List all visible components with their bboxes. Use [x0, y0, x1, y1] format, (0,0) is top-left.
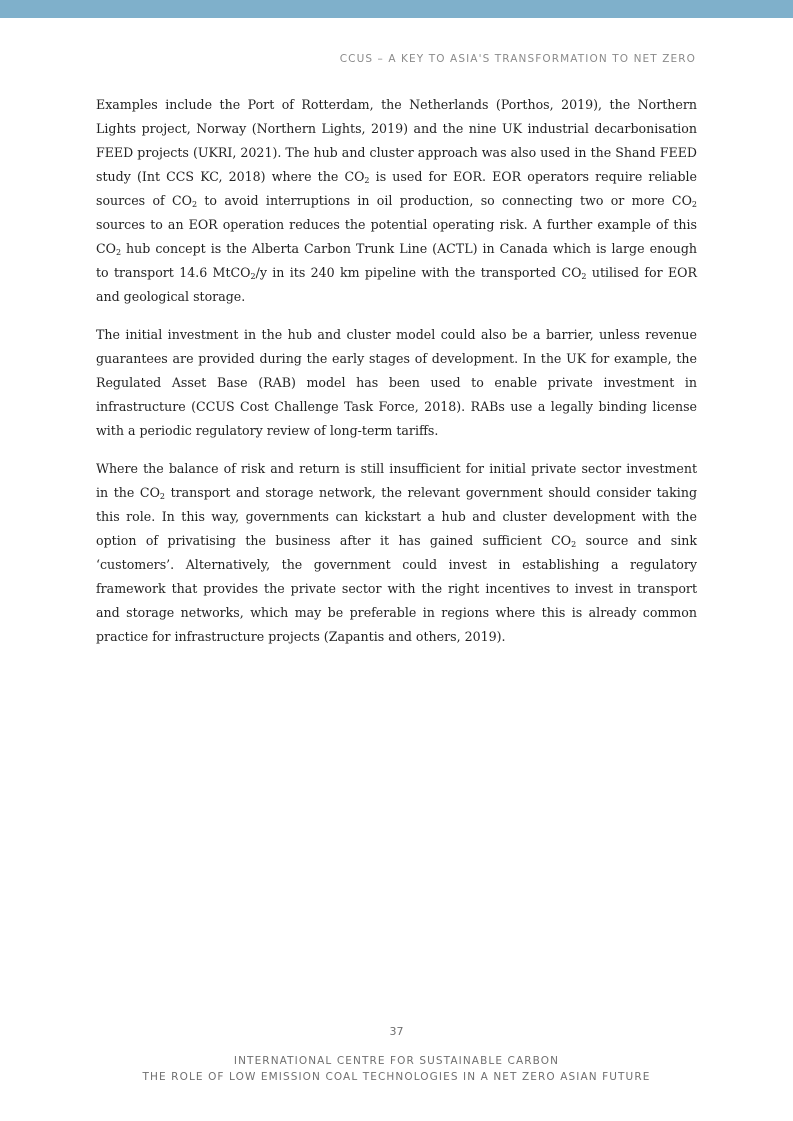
subscript: 2 — [581, 272, 587, 281]
footer-report-title: THE ROLE OF LOW EMISSION COAL TECHNOLOGIES IN A NET ZERO ASIAN FUTURE — [142, 1071, 651, 1083]
text-run: source and sink ‘customers’. Alternatively, the government could invest in establishing a regulatory framework that provides the private sector with the right incentives to invest in transport and storage networks, which may be preferable in regions where this is already common practice for infrastructure projects (Zapantis and others, 2019). — [96, 533, 697, 644]
body-text — [96, 93, 697, 663]
text-run: is used for EOR. EOR operators require reliable sources of CO — [96, 169, 697, 208]
text-run: /y in its 240 km pipeline with the transported CO — [255, 265, 582, 280]
footer-organization: INTERNATIONAL CENTRE FOR SUSTAINABLE CARBON — [233, 1055, 560, 1067]
text-run: to avoid interruptions in oil production, so connecting two or more CO — [197, 193, 692, 208]
text-run: Where the balance of risk and return is still insufficient for initial private sector investment in the CO — [96, 461, 697, 500]
footer — [0, 1053, 793, 1085]
running-header: CCUS – A KEY TO ASIA'S TRANSFORMATION TO NET ZERO — [339, 53, 696, 65]
text-run: utilised for EOR and geological storage. — [96, 265, 697, 304]
paragraph — [96, 457, 697, 649]
subscript: 2 — [364, 176, 370, 185]
subscript: 2 — [115, 248, 122, 257]
text-run: The initial investment in the hub and cluster model could also be a barrier, unless revenue guarantees are provided during the early stages of development. In the UK for example, the Regulated Asset Base (RAB) model has been used to enable private investment in infrastructure (CCUS Cost Challenge Task Force, 2018). RABs use a legally binding license with a periodic regulatory review of long-term tariffs. — [96, 327, 697, 438]
text-run: sources to an EOR operation reduces the potential operating risk. A further example of this CO — [96, 217, 697, 256]
subscript: 2 — [571, 540, 577, 549]
text-run: hub concept is the Alberta Carbon Trunk Line (ACTL) in Canada which is large enough to transport 14.6 MtCO — [96, 241, 697, 280]
subscript: 2 — [691, 200, 697, 209]
top-color-band — [0, 0, 793, 18]
text-run: transport and storage network, the relevant government should consider taking this role. In this way, governments can kickstart a hub and cluster development with the option of privatising the business after it has gained sufficient CO — [96, 485, 698, 548]
subscript: 2 — [191, 200, 198, 209]
paragraph — [96, 323, 697, 443]
paragraph — [96, 93, 697, 309]
page-number: 37 — [389, 1025, 404, 1038]
text-run: Examples include the Port of Rotterdam, the Netherlands (Porthos, 2019), the Northern Lights project, Norway (Northern Lights, 2019) and the nine UK industrial decarbonisation FEED projects (UKRI, 2021). The hub and cluster approach was also used in the Shand FEED study (Int CCS KC, 2018) where the CO — [96, 97, 697, 184]
subscript: 2 — [250, 272, 256, 281]
subscript: 2 — [159, 492, 165, 501]
